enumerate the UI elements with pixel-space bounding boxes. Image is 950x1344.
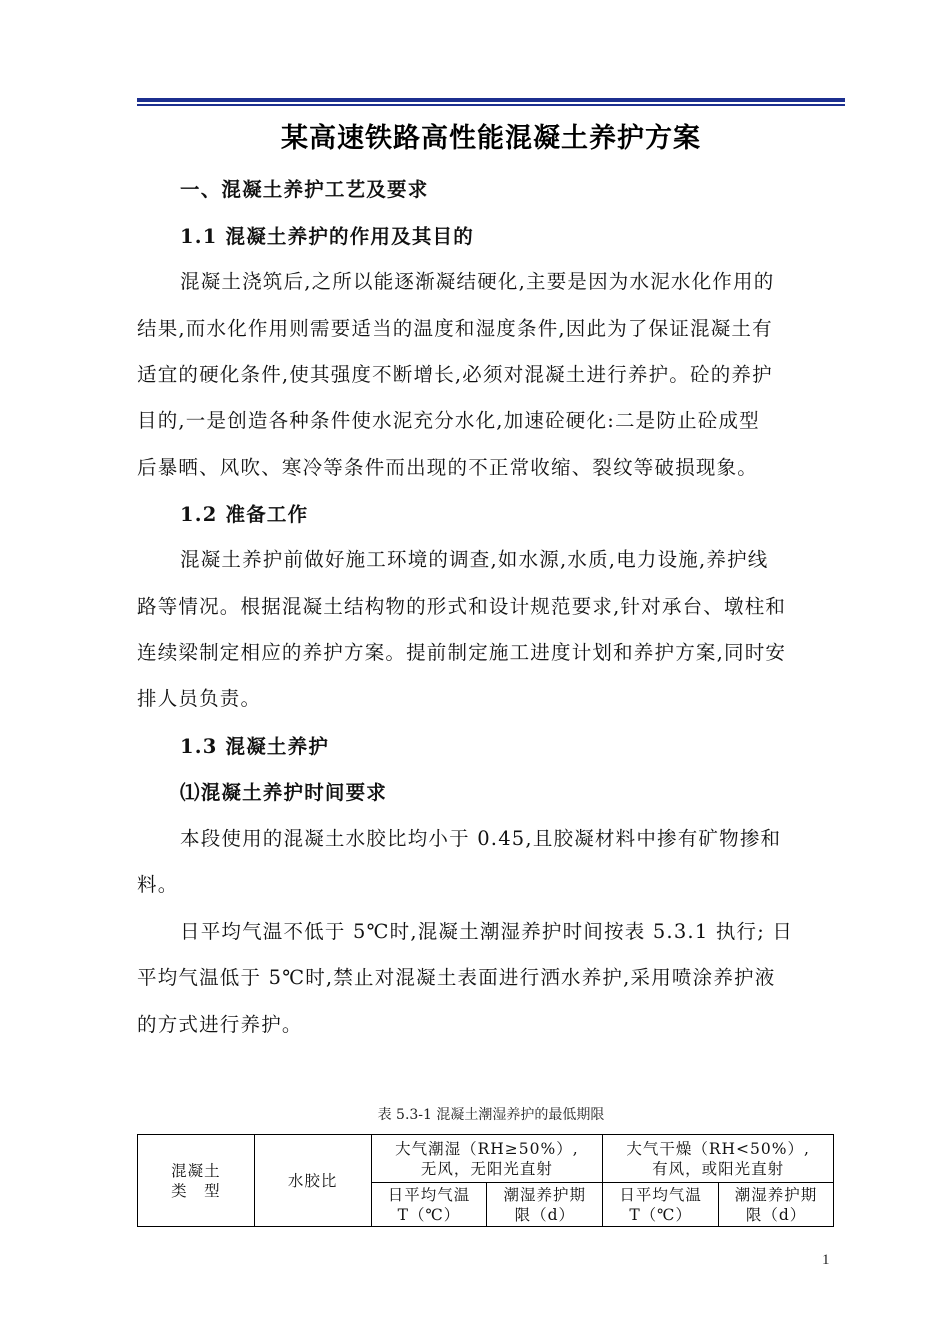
curing-period-table <box>137 1134 834 1227</box>
page-number: 1 <box>822 1252 830 1268</box>
header-rule-thin <box>137 104 845 106</box>
paragraph-line: 连续梁制定相应的养护方案。提前制定施工进度计划和养护方案,同时安 <box>137 641 787 664</box>
paragraph-line: 的方式进行养护。 <box>137 1013 303 1036</box>
paragraph-line: 平均气温低于 5℃时,禁止对混凝土表面进行洒水养护,采用喷涂养护液 <box>137 966 776 989</box>
subsection-heading-1-1: 1.1 混凝土养护的作用及其目的 <box>180 225 474 248</box>
paragraph-line: 料。 <box>137 873 179 896</box>
header-cell-period: 潮湿养护期 限（d） <box>719 1183 834 1227</box>
paragraph-line: 适宜的硬化条件,使其强度不断增长,必须对混凝土进行养护。砼的养护 <box>137 363 773 386</box>
sub-item-heading: ⑴混凝土养护时间要求 <box>180 781 388 804</box>
subsection-heading-1-3: 1.3 混凝土养护 <box>180 735 330 758</box>
header-cell-water-binder-ratio: 水胶比 <box>254 1135 371 1227</box>
section-heading: 一、混凝土养护工艺及要求 <box>180 178 429 201</box>
document-title: 某高速铁路高性能混凝土养护方案 <box>281 123 701 154</box>
paragraph-line: 混凝土养护前做好施工环境的调查,如水源,水质,电力设施,养护线 <box>180 548 769 571</box>
paragraph-line: 日平均气温不低于 5℃时,混凝土潮湿养护时间按表 5.3.1 执行; 日 <box>180 920 794 943</box>
header-cell-concrete-type: 混凝土 类 型 <box>138 1135 255 1227</box>
paragraph-line: 混凝土浇筑后,之所以能逐渐凝结硬化,主要是因为水泥水化作用的 <box>180 270 775 293</box>
subsection-heading-1-2: 1.2 准备工作 <box>180 503 309 526</box>
paragraph-line: 路等情况。根据混凝土结构物的形式和设计规范要求,针对承台、墩柱和 <box>137 595 787 618</box>
header-cell-period: 潮湿养护期 限（d） <box>487 1183 603 1227</box>
paragraph-line: 结果,而水化作用则需要适当的温度和湿度条件,因此为了保证混凝土有 <box>137 317 773 340</box>
paragraph-line: 后暴晒、风吹、寒冷等条件而出现的不正常收缩、裂纹等破损现象。 <box>137 456 759 479</box>
header-cell-humid: 大气潮湿（RH≥50%）, 无风，无阳光直射 <box>371 1135 603 1183</box>
header-rule-thick <box>137 98 845 102</box>
header-cell-dry: 大气干燥（RH<50%）, 有风，或阳光直射 <box>603 1135 834 1183</box>
paragraph-line: 本段使用的混凝土水胶比均小于 0.45,且胶凝材料中掺有矿物掺和 <box>180 827 782 850</box>
table-caption: 表 5.3-1 混凝土潮湿养护的最低期限 <box>377 1107 605 1123</box>
paragraph-line: 目的,一是创造各种条件使水泥充分水化,加速砼硬化:二是防止砼成型 <box>137 409 760 432</box>
paragraph-line: 排人员负责。 <box>137 687 262 710</box>
header-cell-temp: 日平均气温 T（℃） <box>603 1183 719 1227</box>
header-cell-temp: 日平均气温 T（℃） <box>371 1183 487 1227</box>
